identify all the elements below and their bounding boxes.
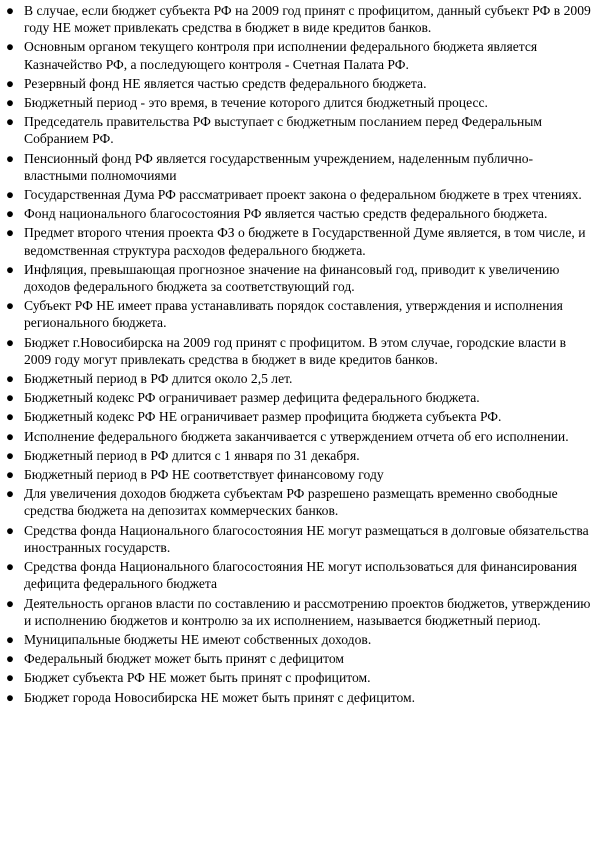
list-item-text: Федеральный бюджет может быть принят с дефицитом [24,651,344,667]
list-item-text: Бюджетный кодекс РФ ограничивает размер дефицита федерального бюджета. [24,390,480,406]
list-item-text: Бюджет города Новосибирска НЕ может быть принят с дефицитом. [24,689,416,705]
list-item-text: Бюджетный период в РФ длится с 1 января по 31 декабря. [24,447,360,463]
bullet-icon: ● [5,522,15,538]
list-item [0,186,596,203]
list-item [0,297,596,331]
list-item [0,38,596,72]
list-item [0,150,596,184]
list-item [0,689,596,706]
bullet-icon: ● [5,334,15,350]
bullet-icon: ● [5,225,15,241]
list-item-text: Бюджет г.Новосибирска на 2009 год принят с профицитом. В этом случае, городские власти в 2009 году могут привлекать средства в бюджет в виде кредитов банков. [24,334,567,367]
list-item [0,485,596,519]
list-item [0,522,596,556]
list-item-text: Резервный фонд НЕ является частью средств федерального бюджета. [24,75,427,91]
list-item-text: Фонд национального благосостояния РФ является частью средств федерального бюджета. [24,206,548,222]
list-item [0,205,596,222]
bullet-icon: ● [5,390,15,406]
list-item [0,389,596,406]
list-item-text: Бюджет субъекта РФ НЕ может быть принят с профицитом. [24,670,371,686]
bullet-icon: ● [5,75,15,91]
list-item [0,370,596,387]
bullet-icon: ● [5,39,15,55]
list-item [0,94,596,111]
bullet-icon: ● [5,261,15,277]
list-item [0,334,596,368]
bullet-icon: ● [5,447,15,463]
list-item-text: Деятельность органов власти по составлению и рассмотрению проектов бюджетов, утверждению и исполнению бюджетов и контролю за их исполнением, называется бюджетный период. [24,595,591,628]
list-item [0,75,596,92]
list-item-text: Основным органом текущего контроля при исполнении федерального бюджета является Казначейство РФ, а последующего контроля - Счетная Палата РФ. [24,39,538,72]
list-item-text: Средства фонда Национального благосостояния НЕ могут использоваться для финансирования дефицита федерального бюджета [24,559,577,592]
list-item-text: Пенсионный фонд РФ является государственным учреждением, наделенным публично-властными полномочиями [24,150,534,183]
statement-list [0,2,596,706]
bullet-icon: ● [5,559,15,575]
list-item [0,447,596,464]
list-item [0,261,596,295]
bullet-icon: ● [5,486,15,502]
bullet-icon: ● [5,3,15,18]
bullet-icon: ● [5,187,15,203]
list-item-text: Предмет второго чтения проекта ФЗ о бюджете в Государственной Думе является, в том числе, и ведомственная структура расходов федерального бюджета. [24,225,586,258]
list-item [0,224,596,258]
bullet-icon: ● [5,651,15,667]
list-item-text: Председатель правительства РФ выступает с бюджетным посланием перед Федеральным Собранием РФ. [24,114,543,147]
list-item-text: Субъект РФ НЕ имеет права устанавливать порядок составления, утверждения и исполнения регионального бюджета. [24,298,563,331]
bullet-icon: ● [5,689,15,705]
list-item [0,631,596,648]
list-item-text: Для увеличения доходов бюджета субъектам РФ разрешено размещать временно свободные средства бюджета на депозитах коммерческих банков. [24,486,558,519]
list-item [0,2,596,36]
bullet-icon: ● [5,114,15,130]
bullet-icon: ● [5,631,15,647]
bullet-icon: ● [5,150,15,166]
list-item-text: Инфляция, превышающая прогнозное значение на финансовый год, приводит к увеличению доходов федерального бюджета за соответствующий год. [24,261,560,295]
bullet-icon: ● [5,428,15,444]
list-item-text: Бюджетный кодекс РФ НЕ ограничивает размер профицита бюджета субъекта РФ. [24,409,502,425]
bullet-icon: ● [5,409,15,425]
list-item-text: Государственная Дума РФ рассматривает проект закона о федеральном бюджете в трех чтениях. [24,187,582,203]
list-item [0,113,596,147]
list-item [0,408,596,425]
list-item-text: Бюджетный период в РФ НЕ соответствует финансовому году [24,467,384,483]
list-item [0,650,596,667]
list-item-text: Средства фонда Национального благосостояния НЕ могут размещаться в долговые обязательства иностранных государств. [24,522,589,555]
list-item [0,595,596,629]
list-item-text: Бюджетный период в РФ длится около 2,5 лет. [24,371,293,387]
bullet-icon: ● [5,298,15,314]
bullet-icon: ● [5,467,15,483]
list-item [0,428,596,445]
list-item-text: В случае, если бюджет субъекта РФ на 2009 год принят с профицитом, данный субъект РФ в 2009 году НЕ может привлекать средства в бюджет в виде кредитов банков. [24,3,591,36]
bullet-icon: ● [5,371,15,387]
list-item [0,466,596,483]
list-item-text: Муниципальные бюджеты НЕ имеют собственных доходов. [24,631,372,647]
list-item-text: Исполнение федерального бюджета заканчивается с утверждением отчета об его исполнении. [24,428,569,444]
bullet-icon: ● [5,206,15,222]
list-item [0,558,596,592]
bullet-icon: ● [5,595,15,611]
list-item [0,669,596,686]
list-item-text: Бюджетный период - это время, в течение которого длится бюджетный процесс. [24,95,488,111]
bullet-icon: ● [5,670,15,686]
bullet-icon: ● [5,95,15,111]
